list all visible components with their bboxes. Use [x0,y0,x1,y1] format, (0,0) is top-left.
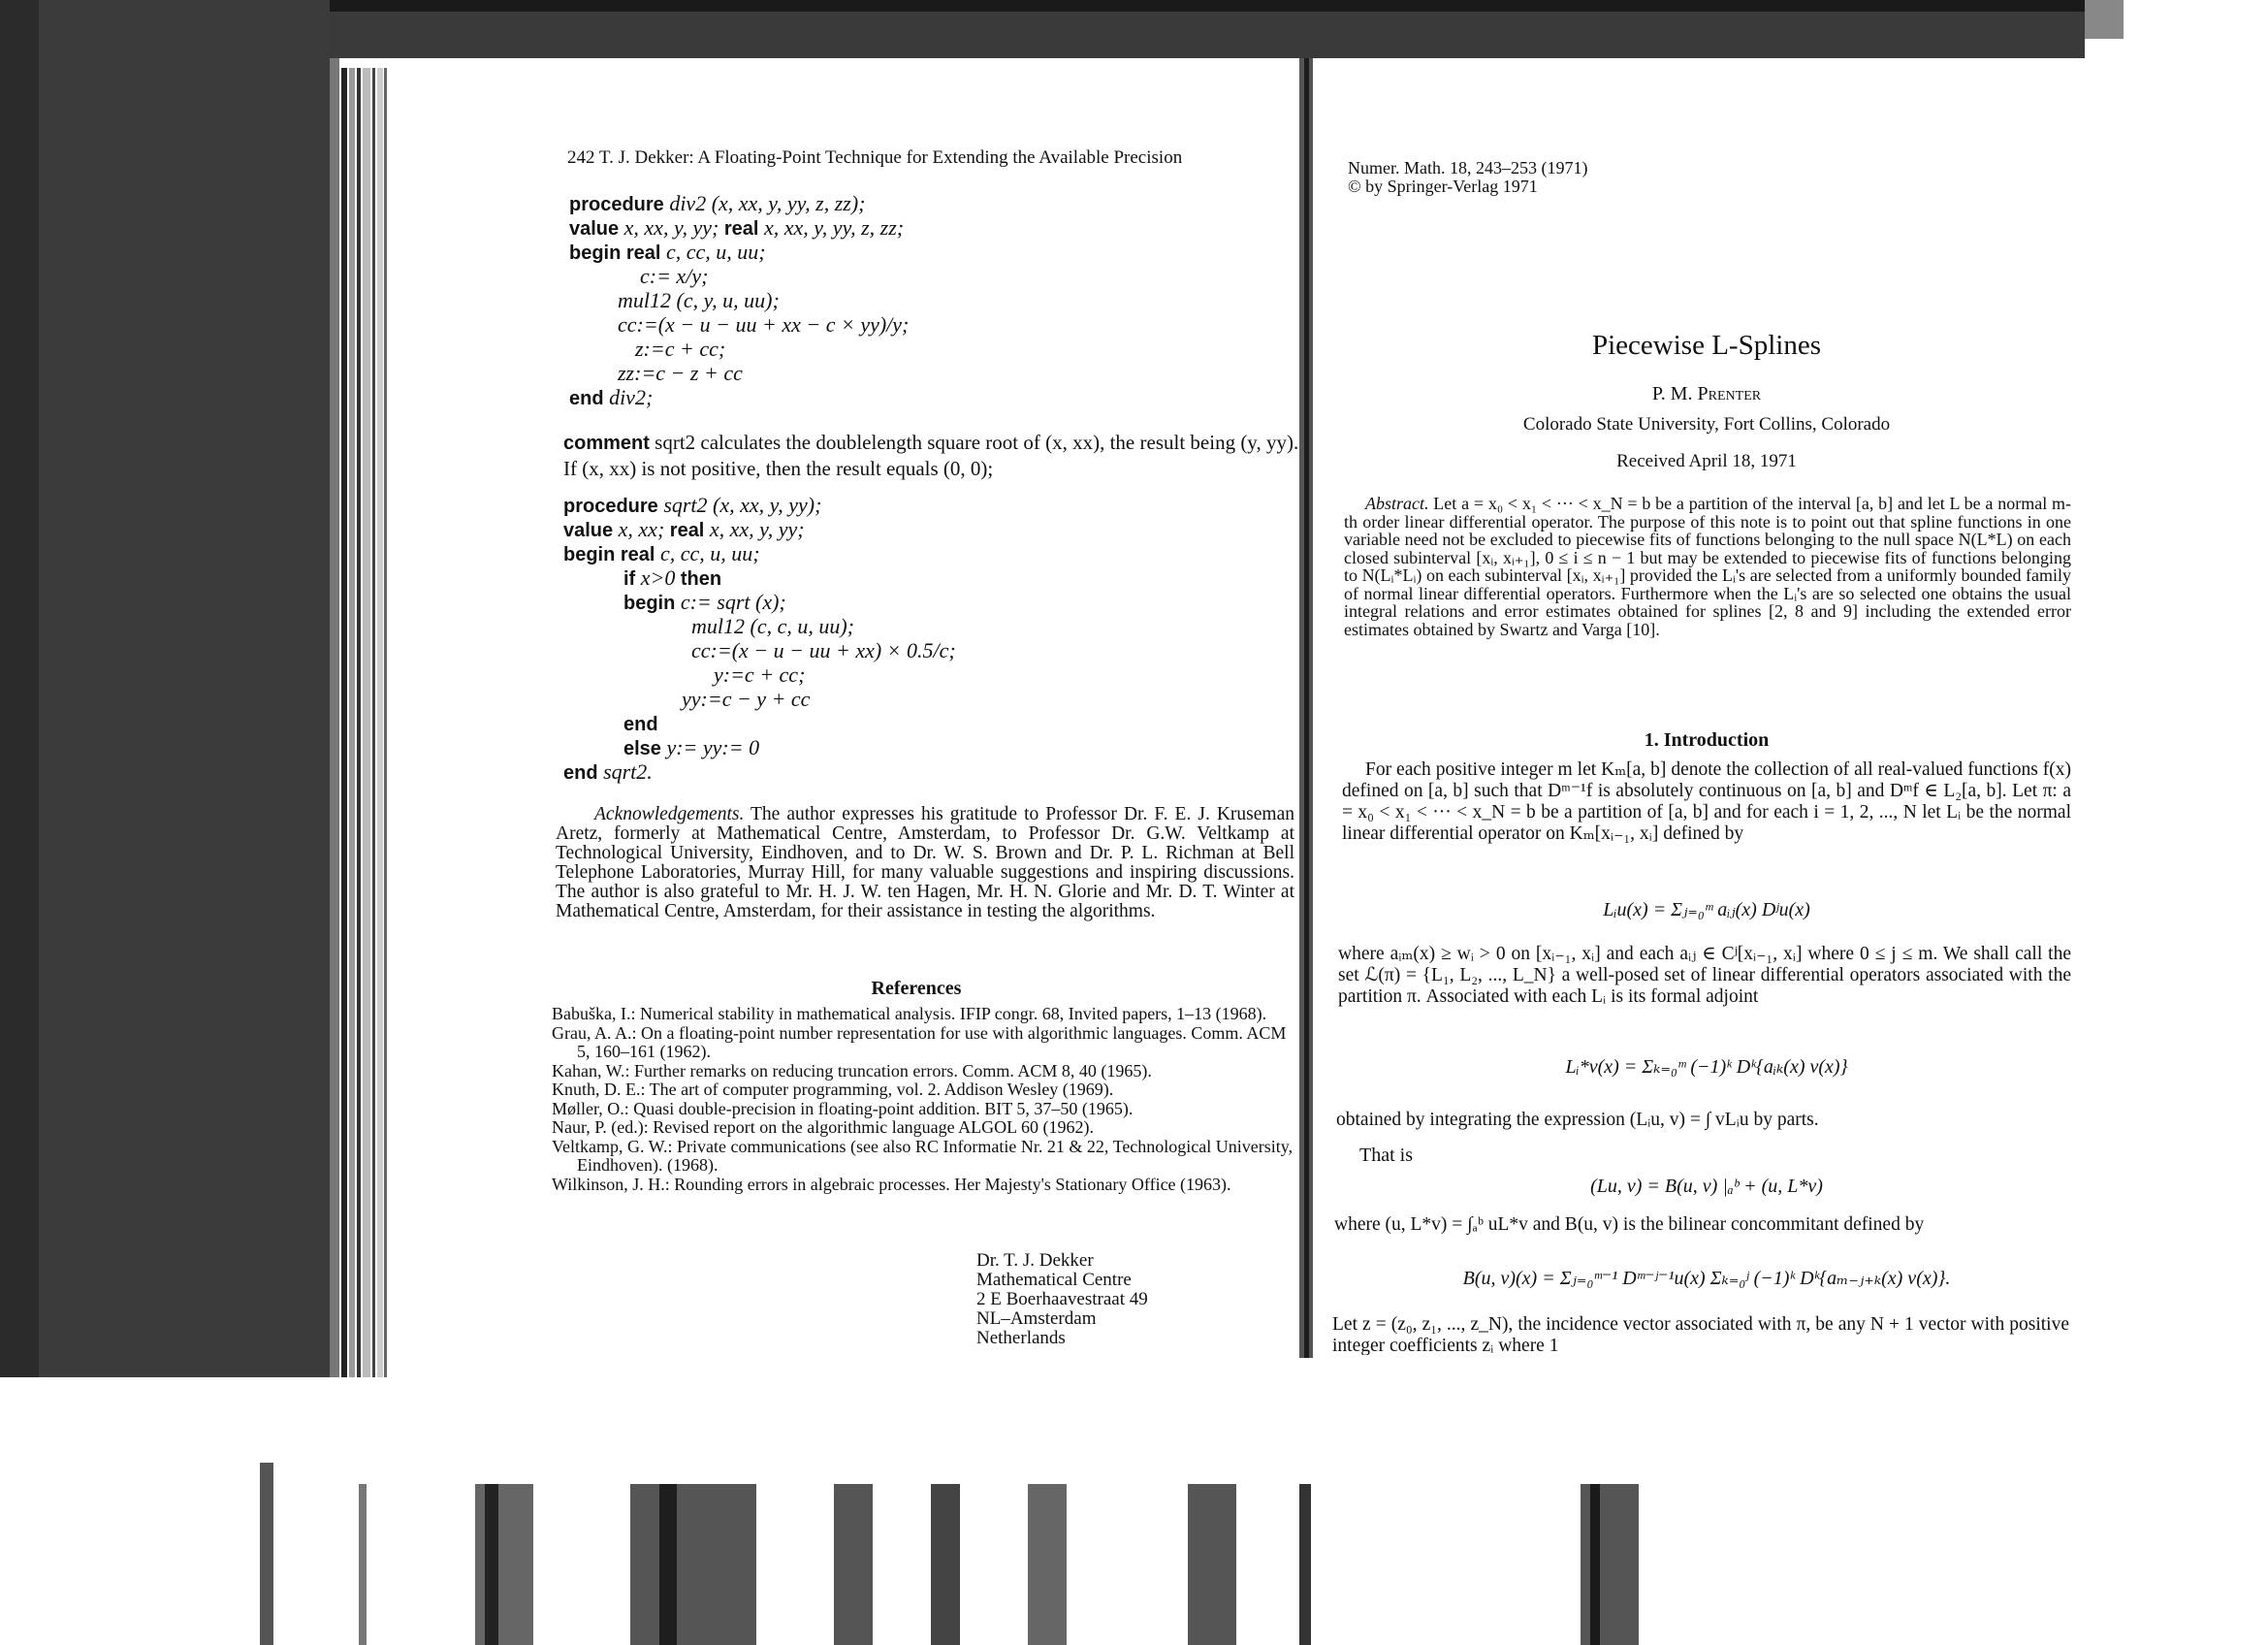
code-text: x, xx, y, yy; [619,215,724,240]
code-line [563,662,956,687]
code-keyword: else [623,738,661,759]
code-text: div2 (x, xx, y, yy, z, zz); [663,191,866,215]
code-line [569,191,909,215]
intro4-text: where (u, L*v) = ∫ₐᵇ uL*v and B(u, v) is the bilinear concommitant defined by [1334,1214,1925,1235]
affiliation: Colorado State University, Fort Collins, Colorado [1522,414,1891,435]
left-page [538,136,1299,1358]
reference-item: Babuška, I.: Numerical stability in mathematical analysis. IFIP congr. 68, Invited papers, 1–13 (1968). [552,1004,1267,1023]
code-keyword: value [569,218,620,240]
code-line [563,541,956,565]
code-text: z:=c + cc; [635,337,726,361]
journal-citation: Numer. Math. 18, 243–253 (1971) [1348,158,1588,177]
code-line [563,517,956,541]
code-line [569,385,909,409]
code-keyword: real [669,520,705,541]
code-line [563,759,956,784]
copyright-line: © by Springer-Verlag 1971 [1348,177,1538,196]
abstract-label: Abstract. [1365,494,1429,513]
reference-item: Wilkinson, J. H.: Rounding errors in algebraic processes. Her Majesty's Stationary Office (1963). [552,1174,1231,1194]
code-keyword: real [723,218,759,240]
intro-paragraph-5 [1332,1314,2069,1355]
acknowledgements [556,805,1294,921]
code-text: x, xx, y, yy; [704,517,805,541]
code-keyword: procedure [563,496,658,517]
code-line [563,735,956,759]
that-is: That is [1359,1145,1413,1166]
right-page [1332,150,2075,1372]
code-line [569,361,909,385]
intro3-text: obtained by integrating the expression (Lᵢu, v) = ∫ vLᵢu by parts. [1336,1110,1819,1130]
div2-procedure-code [569,191,909,409]
abstract-text: Let a = x₀ < x₁ < ··· < x_N = b be a partition of the interval [a, b] and let L be a normal m-th order linear differential operator. The purpose of this note is to point out that spline functions in one variable need not be excluded to piecewise fits of functions belonging to the null space N(L*L) on each closed subinterval [xᵢ, xᵢ₊₁], 0 ≤ i ≤ n − 1 but may be extended to piecewise fits of functions belonging to N(Lᵢ*Lᵢ) on each subinterval [xᵢ, xᵢ₊₁] provided the Lᵢ's are selected from a uniformly bounded family of normal linear differential operators. Furthermore when the Lᵢ's are so selected one obtains the usual integral relations and error estimates obtained for splines [2, 8 and 9] including the extended error estimates obtained by Swartz and Varga [10]. [1344,494,2071,639]
code-text: mul12 (c, y, u, uu); [618,288,780,312]
code-text: yy:=c − y + cc [682,687,811,711]
address-line: Dr. T. J. Dekker [976,1250,1094,1271]
code-text: c:= sqrt (x); [675,590,786,614]
code-keyword: begin real [569,242,661,264]
comment-text: sqrt2 calculates the doublelength square root of (x, xx), the result being (y, yy). If (x, xx) is not positive, then the result equals (0, 0); [563,431,1299,480]
code-text: div2; [603,385,654,409]
intro-paragraph-4 [1334,1215,2069,1235]
ack-text: The author expresses his gratitude to Professor Dr. F. E. J. Kruseman Aretz, formerly at Mathematical Centre, Amsterdam, to Professor Dr. G.W. Veltkamp at Technological University, Eindhoven, and to Dr. W. S. Brown and Dr. P. L. Richman at Bell Telephone Laboratories, Murray Hill, for many valuable suggestions and inspiring discussions. The author is also grateful to Mr. H. J. W. ten Hagen, Mr. H. N. Glorie and Mr. D. T. Winter at Mathematical Centre, Amsterdam, for their assistance in testing the algorithms. [556,804,1294,921]
sqrt2-procedure-code [563,493,956,784]
address-line: NL–Amsterdam [976,1308,1097,1329]
code-text: x, xx, y, yy, z, zz; [758,215,905,240]
code-line [569,288,909,312]
code-keyword: procedure [569,194,664,215]
address-line: Netherlands [976,1328,1066,1348]
code-text: cc:=(x − u − uu + xx) × 0.5/c; [691,638,956,662]
section-heading: 1. Introduction [1644,729,1770,751]
code-line [569,240,909,264]
code-keyword: end [563,762,598,784]
code-keyword: then [680,568,722,590]
code-text: x, xx; [613,517,670,541]
comment-keyword: comment [563,433,650,454]
equation-Li: Lᵢu(x) = Σⱼ₌₀ᵐ aᵢⱼ(x) Dʲu(x) [1603,899,1810,920]
code-keyword: value [563,520,614,541]
code-text: sqrt2 (x, xx, y, yy); [657,493,822,517]
equation-bilinear: (Lu, v) = B(u, v) |ₐᵇ + (u, L*v) [1590,1176,1823,1197]
code-text: cc:=(x − u − uu + xx − c × yy)/y; [618,312,910,337]
code-keyword: end [569,388,604,409]
sqrt2-comment [563,430,1305,481]
code-text: sqrt2. [597,759,653,784]
code-line [563,638,956,662]
intro2-text: where aᵢₘ(x) ≥ wᵢ > 0 on [xᵢ₋₁, xᵢ] and each aᵢⱼ ∈ Cʲ[xᵢ₋₁, xᵢ] where 0 ≤ j ≤ m. We shall call the set ℒ(π) = {L₁, L₂, ..., L_N} a well-posed set of linear differential operators associated with the partition π. Associated with each Lᵢ is its formal adjoint [1338,944,2071,1007]
code-line [563,493,956,517]
references-title: References [871,978,962,999]
abstract [1344,495,2071,638]
code-line [563,687,956,711]
code-keyword: if [623,568,636,590]
reference-item: Veltkamp, G. W.: Private communications (see also RC Informatie Nr. 21 & 22, Technological University, Eindhoven). (1968). [552,1136,1294,1175]
code-line [563,614,956,638]
code-line [563,565,956,590]
code-text: y:= yy:= 0 [660,735,760,759]
received-date: Received April 18, 1971 [1616,451,1797,471]
reference-item: Kahan, W.: Further remarks on reducing truncation errors. Comm. ACM 8, 40 (1965). [552,1060,1152,1081]
code-text: c, cc, u, uu; [660,240,766,264]
code-line [563,590,956,614]
equation-adjoint: Lᵢ*v(x) = Σₖ₌₀ᵐ (−1)ᵏ Dᵏ{aᵢₖ(x) v(x)} [1565,1056,1848,1078]
reference-item: Naur, P. (ed.): Revised report on the algorithmic language ALGOL 60 (1962). [552,1117,1094,1137]
intro1-text: For each positive integer m let Kₘ[a, b] denote the collection of all real-valued functions f(x) defined on [a, b] such that Dᵐ⁻¹f is absolutely continuous on [a, b] and Dᵐf ∈ L₂[a, b]. Let π: a = x₀ < x₁ < ··· < x_N = b be a partition of [a, b] and for each i = 1, 2, ..., N let Lᵢ be the normal linear differential operator on Kₘ[xᵢ₋₁, xᵢ] defined by [1342,759,2071,844]
code-line [569,337,909,361]
code-text: zz:=c − z + cc [618,361,743,385]
intro-paragraph-2 [1338,944,2071,1008]
reference-item: Knuth, D. E.: The art of computer programming, vol. 2. Addison Wesley (1969). [552,1080,1114,1099]
address-line: Mathematical Centre [976,1270,1132,1290]
author-name: P. M. Prenter [1651,383,1762,404]
address-line: 2 E Boerhaavestraat 49 [976,1289,1148,1309]
code-text: y:=c + cc; [714,662,806,687]
ack-title: Acknowledgements. [594,804,745,824]
equation-concommitant: B(u, v)(x) = Σⱼ₌₀ᵐ⁻¹ Dᵐ⁻ʲ⁻¹u(x) Σₖ₌₀ʲ (−1)ᵏ Dᵏ{aₘ₋ⱼ₊ₖ(x) v(x)}. [1462,1268,1951,1289]
intro5-text: Let z = (z₀, z₁, ..., z_N), the incidence vector associated with π, be any N + 1 vector with positive integer coefficients zᵢ where 1 [1332,1314,2069,1355]
reference-item: Grau, A. A.: On a floating-point number representation for use with algorithmic languages. Comm. ACM 5, 160–161 (1962). [552,1022,1287,1061]
reference-list [552,1005,1294,1194]
code-keyword: end [623,714,658,735]
article-title-text: Piecewise L-Splines [1592,330,1821,361]
code-text: x>0 [635,565,681,590]
intro-paragraph-3 [1336,1111,2069,1130]
code-line [569,312,909,337]
code-line [569,215,909,240]
running-header: 242 T. J. Dekker: A Floating-Point Technique for Extending the Available Precision [567,147,1183,168]
reference-item: Møller, O.: Quasi double-precision in floating-point addition. BIT 5, 37–50 (1965). [552,1098,1134,1118]
code-text: c:= x/y; [640,264,709,288]
code-line [569,264,909,288]
code-text: c, cc, u, uu; [655,541,760,565]
code-line [563,711,956,735]
code-keyword: begin real [563,544,655,565]
intro-paragraph-1 [1342,759,2071,845]
author-address [976,1251,1148,1348]
article-title [1338,330,2075,362]
code-text: mul12 (c, c, u, uu); [691,614,855,638]
code-keyword: begin [623,593,676,614]
